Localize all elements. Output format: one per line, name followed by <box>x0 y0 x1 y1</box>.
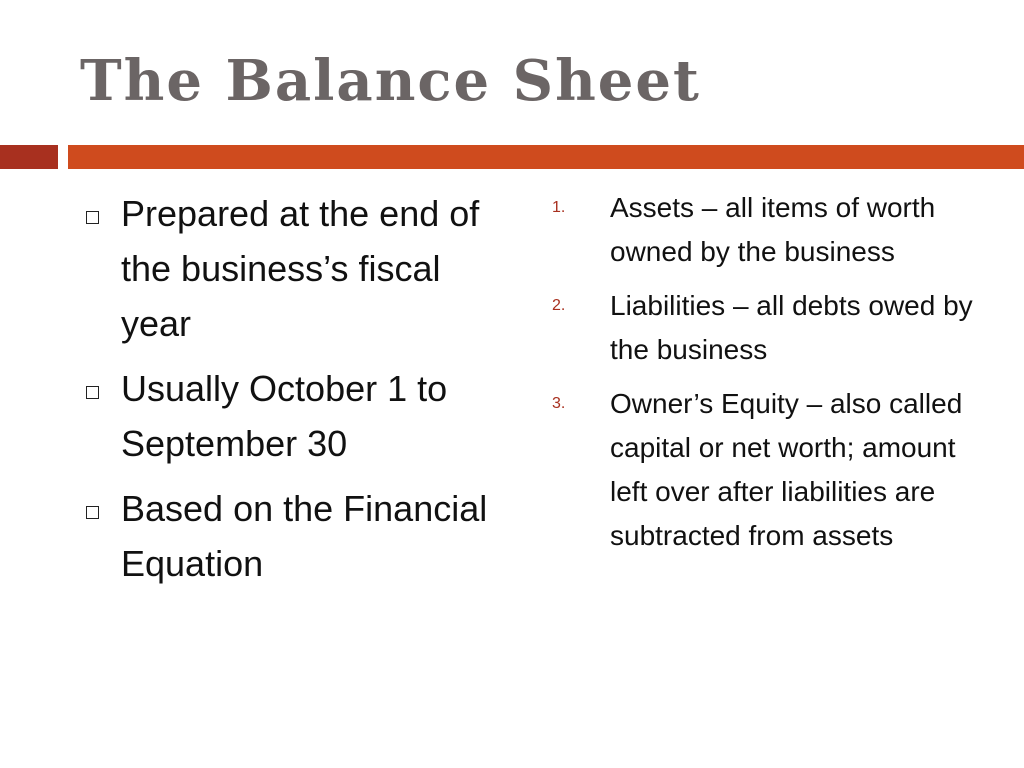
square-bullet-icon <box>86 386 99 399</box>
item-definition: – also called capital or net worth; amount left over after liabilities are subtracted from assets <box>610 388 963 551</box>
bullet-item <box>80 361 500 471</box>
numbered-item-liabilities <box>552 284 992 372</box>
bullet-list <box>80 186 500 601</box>
item-term: Owner’s Equity <box>610 388 799 419</box>
bullet-text: Based on the Financial Equation <box>121 488 488 584</box>
square-bullet-icon <box>86 506 99 519</box>
item-definition: – all items of worth owned by the business <box>610 192 936 267</box>
accent-bar-left <box>0 145 58 169</box>
square-bullet-icon <box>86 211 99 224</box>
bullet-text: Usually October 1 to September 30 <box>121 368 448 464</box>
item-term: Assets <box>610 192 695 223</box>
item-definition: – all debts owed by the business <box>610 290 973 365</box>
numbered-item-assets <box>552 186 992 274</box>
slide-title: The Balance Sheet <box>80 48 701 114</box>
item-number: 3. <box>552 395 566 412</box>
item-number: 2. <box>552 297 566 314</box>
item-body <box>610 382 992 558</box>
item-term: Liabilities <box>610 290 726 321</box>
accent-bar-right <box>68 145 1024 169</box>
item-body <box>610 284 992 372</box>
bullet-item <box>80 481 500 591</box>
bullet-item <box>80 186 500 351</box>
bullet-text: Prepared at the end of the business’s fiscal year <box>121 193 480 344</box>
numbered-item-owners-equity <box>552 382 992 558</box>
numbered-list <box>552 186 992 568</box>
item-body <box>610 186 992 274</box>
item-number: 1. <box>552 199 566 216</box>
